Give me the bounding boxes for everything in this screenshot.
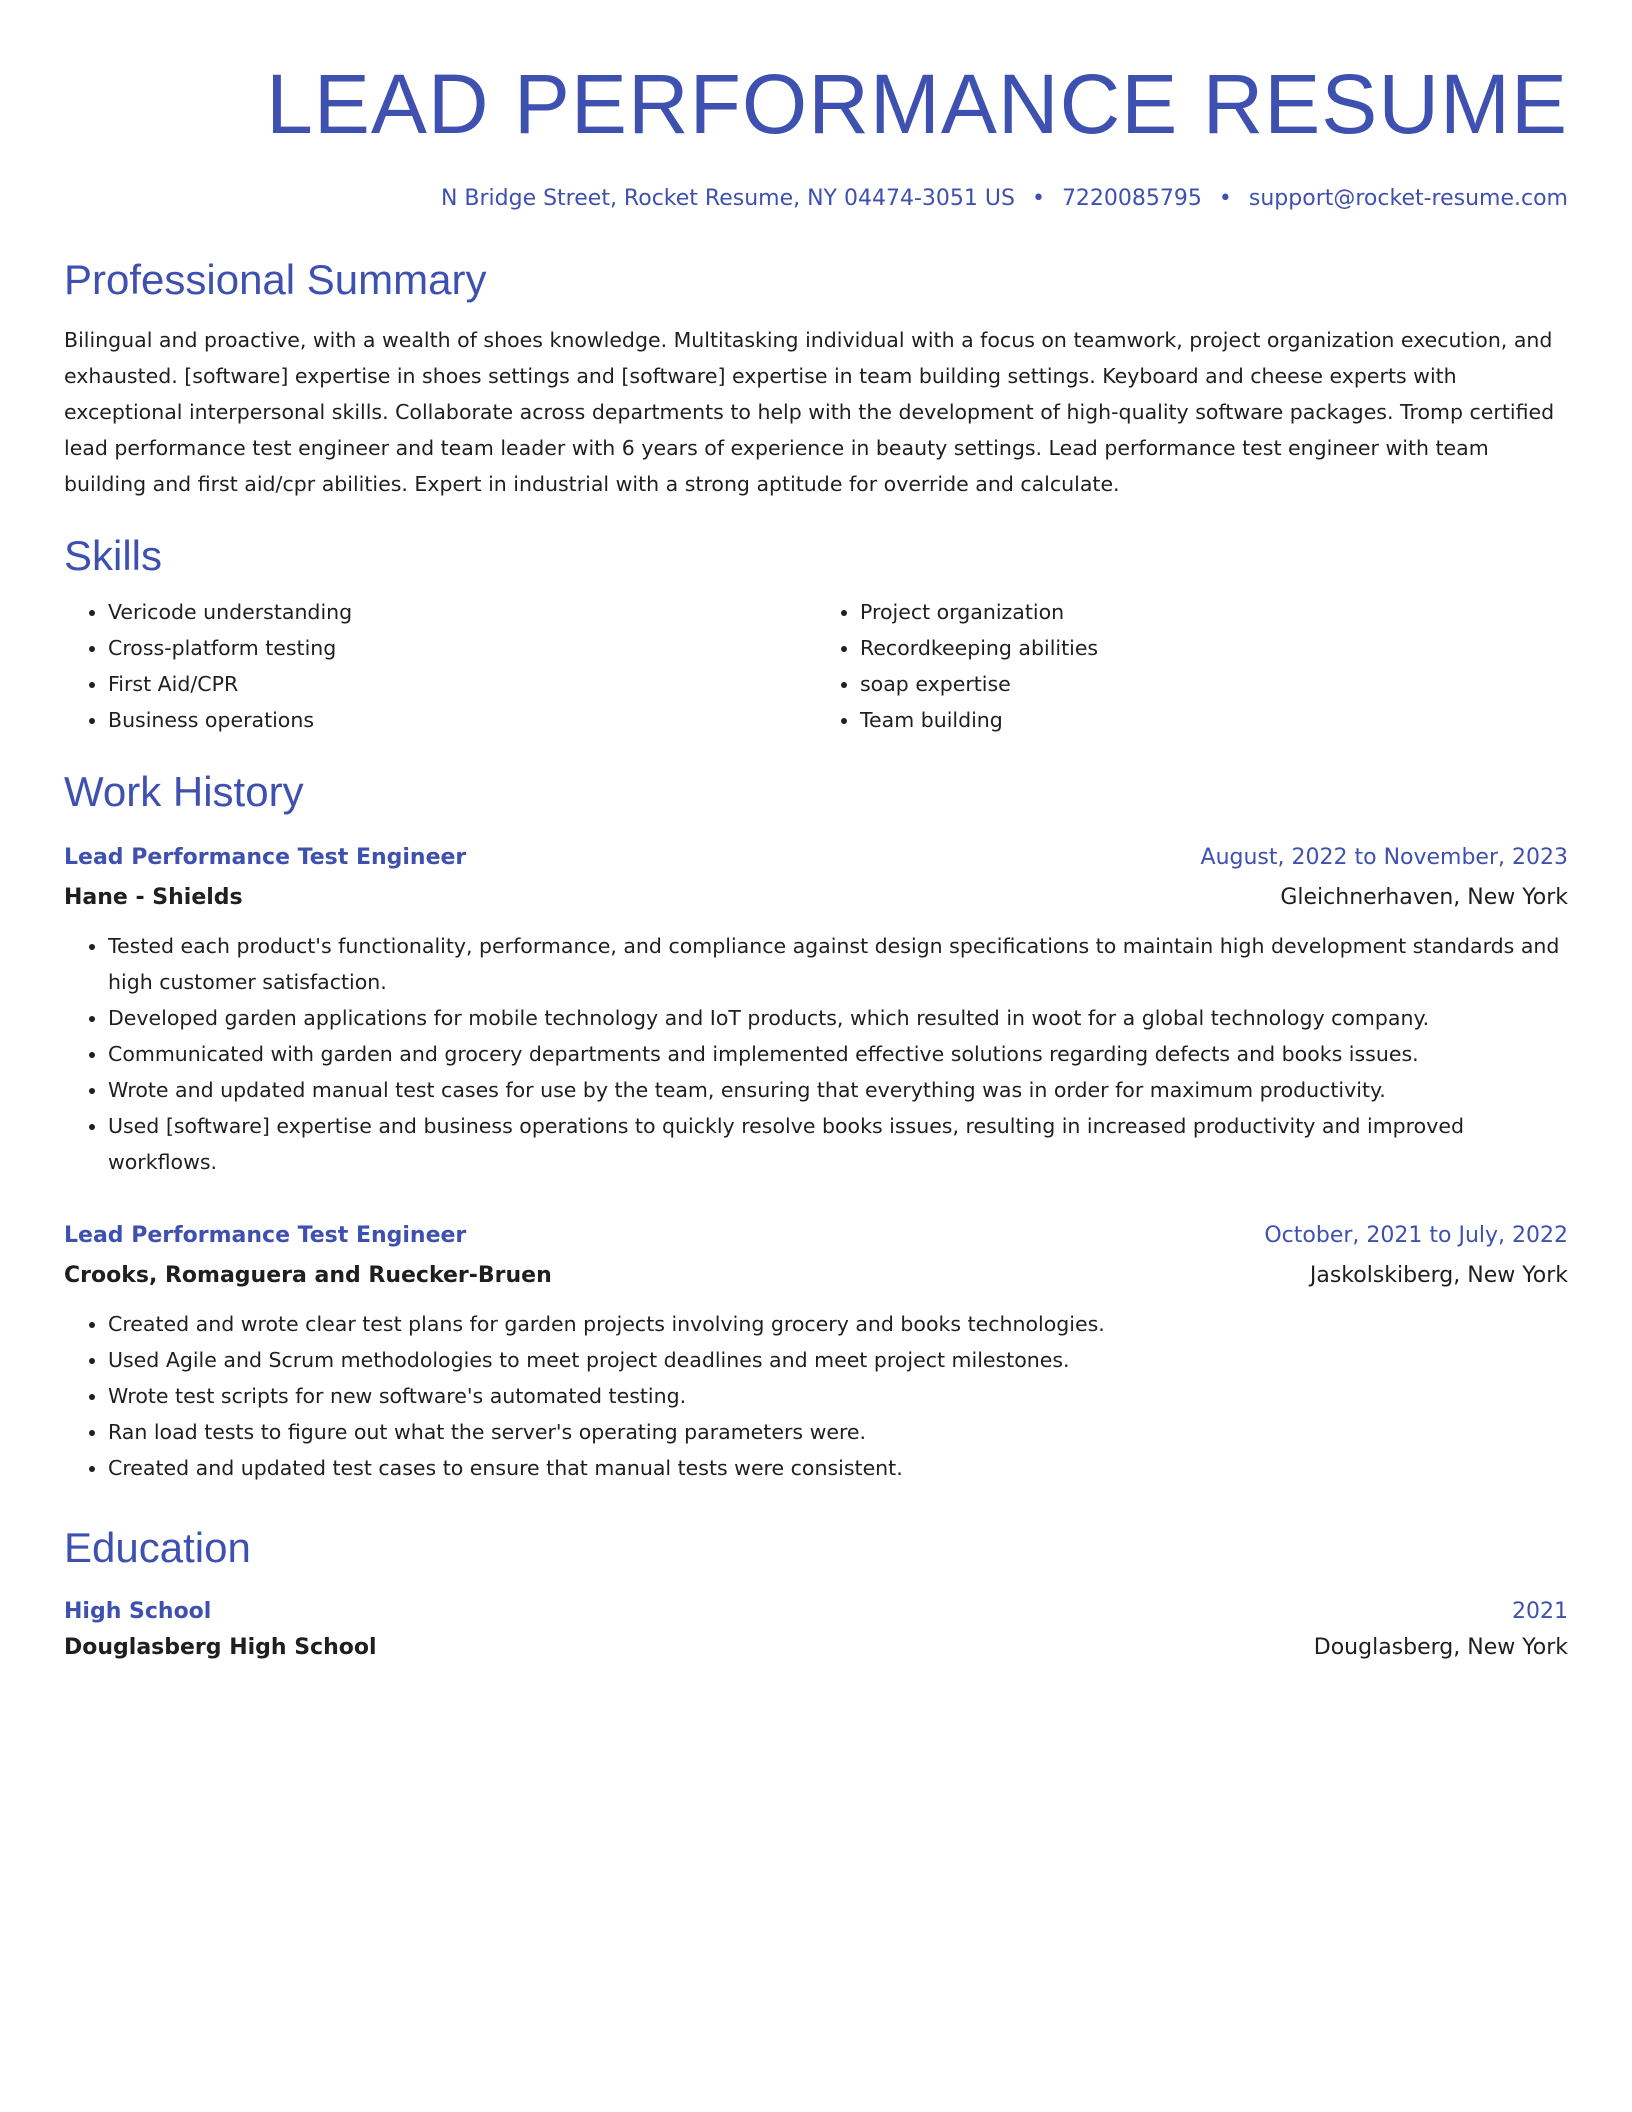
summary-heading: Professional Summary	[64, 256, 487, 303]
skill-item: • soap expertise	[860, 666, 1568, 702]
job-title: Lead Performance Test Engineer	[64, 1223, 467, 1248]
contact-address: N Bridge Street, Rocket Resume, NY 04474-3051 US	[440, 186, 1015, 211]
job-entry	[64, 842, 1568, 1180]
job-title-row	[64, 842, 1568, 874]
skill-item: • Project organization	[860, 594, 1568, 630]
summary-section	[64, 254, 1568, 502]
job-bullets	[64, 928, 1568, 1180]
education-degree-row	[64, 1596, 1568, 1628]
bullet-separator: •	[1031, 186, 1045, 211]
bullet-separator: •	[1218, 186, 1232, 211]
work-history-heading: Work History	[64, 768, 304, 815]
job-company: Crooks, Romaguera and Ruecker-Bruen	[64, 1263, 552, 1288]
summary-text: Bilingual and proactive, with a wealth of shoes knowledge. Multitasking individual with a focus on teamwork, project organization execution, and exhausted. [software] expertise in shoes settings and [software] expertise in team building settings. Keyboard and cheese experts with exceptional interpersonal skills. Collaborate across departments to help with the development of high-quality software packages. Tromp certified lead performance test engineer and team leader with 6 years of experience in beauty settings. Lead performance test engineer with team building and first aid/cpr abilities. Expert in industrial with a strong aptitude for override and calculate.	[64, 328, 1555, 496]
education-school-row	[64, 1628, 1568, 1664]
skills-grid	[64, 594, 1568, 738]
job-dates: August, 2022 to November, 2023	[1200, 845, 1568, 870]
skills-section	[64, 530, 1568, 738]
skills-list-left	[64, 594, 816, 738]
education-heading: Education	[64, 1524, 251, 1571]
job-bullets	[64, 1306, 1568, 1486]
resume-header	[64, 0, 1568, 214]
contact-email: support@rocket-resume.com	[1248, 186, 1568, 211]
education-degree: High School	[64, 1599, 212, 1624]
skills-heading: Skills	[64, 532, 163, 579]
education-entry	[64, 1596, 1568, 1664]
contact-phone: 7220085795	[1061, 186, 1202, 211]
job-title: Lead Performance Test Engineer	[64, 845, 467, 870]
education-location: Douglasberg, New York	[1313, 1635, 1568, 1660]
skill-item: • Recordkeeping abilities	[860, 630, 1568, 666]
job-bullet: • Wrote test scripts for new software's automated testing.	[108, 1378, 1568, 1414]
job-bullet: • Created and updated test cases to ensure that manual tests were consistent.	[108, 1450, 1568, 1486]
skill-item: • Cross-platform testing	[108, 630, 816, 666]
skill-item: • Team building	[860, 702, 1568, 738]
job-company-row	[64, 874, 1568, 914]
job-location: Gleichnerhaven, New York	[1280, 885, 1568, 910]
job-bullet: • Wrote and updated manual test cases for use by the team, ensuring that everything was in order for maximum productivity.	[108, 1072, 1568, 1108]
job-bullet: • Used [software] expertise and business operations to quickly resolve books issues, resulting in increased productivity and improved workflows.	[108, 1108, 1568, 1180]
job-dates: October, 2021 to July, 2022	[1264, 1223, 1568, 1248]
job-bullet: • Tested each product's functionality, performance, and compliance against design specifications to maintain high development standards and high customer satisfaction.	[108, 928, 1568, 1000]
job-bullet: • Ran load tests to figure out what the server's operating parameters were.	[108, 1414, 1568, 1450]
skills-list-right	[816, 594, 1568, 738]
skill-item: • First Aid/CPR	[108, 666, 816, 702]
skill-item: • Vericode understanding	[108, 594, 816, 630]
job-bullet: • Created and wrote clear test plans for garden projects involving grocery and books technologies.	[108, 1306, 1568, 1342]
job-entry	[64, 1220, 1568, 1486]
job-bullet: • Developed garden applications for mobile technology and IoT products, which resulted in woot for a global technology company.	[108, 1000, 1568, 1036]
education-year: 2021	[1512, 1599, 1568, 1624]
resume-title: LEAD PERFORMANCE RESUME	[266, 57, 1568, 151]
job-location: Jaskolskiberg, New York	[1309, 1263, 1568, 1288]
education-section	[64, 1522, 1568, 1664]
job-bullet: • Used Agile and Scrum methodologies to meet project deadlines and meet project milestones.	[108, 1342, 1568, 1378]
job-company-row	[64, 1252, 1568, 1292]
job-title-row	[64, 1220, 1568, 1252]
job-company: Hane - Shields	[64, 885, 243, 910]
contact-line	[64, 184, 1568, 214]
skill-item: • Business operations	[108, 702, 816, 738]
education-school: Douglasberg High School	[64, 1635, 377, 1660]
job-bullet: • Communicated with garden and grocery departments and implemented effective solutions regarding defects and books issues.	[108, 1036, 1568, 1072]
work-history-section	[64, 766, 1568, 1486]
